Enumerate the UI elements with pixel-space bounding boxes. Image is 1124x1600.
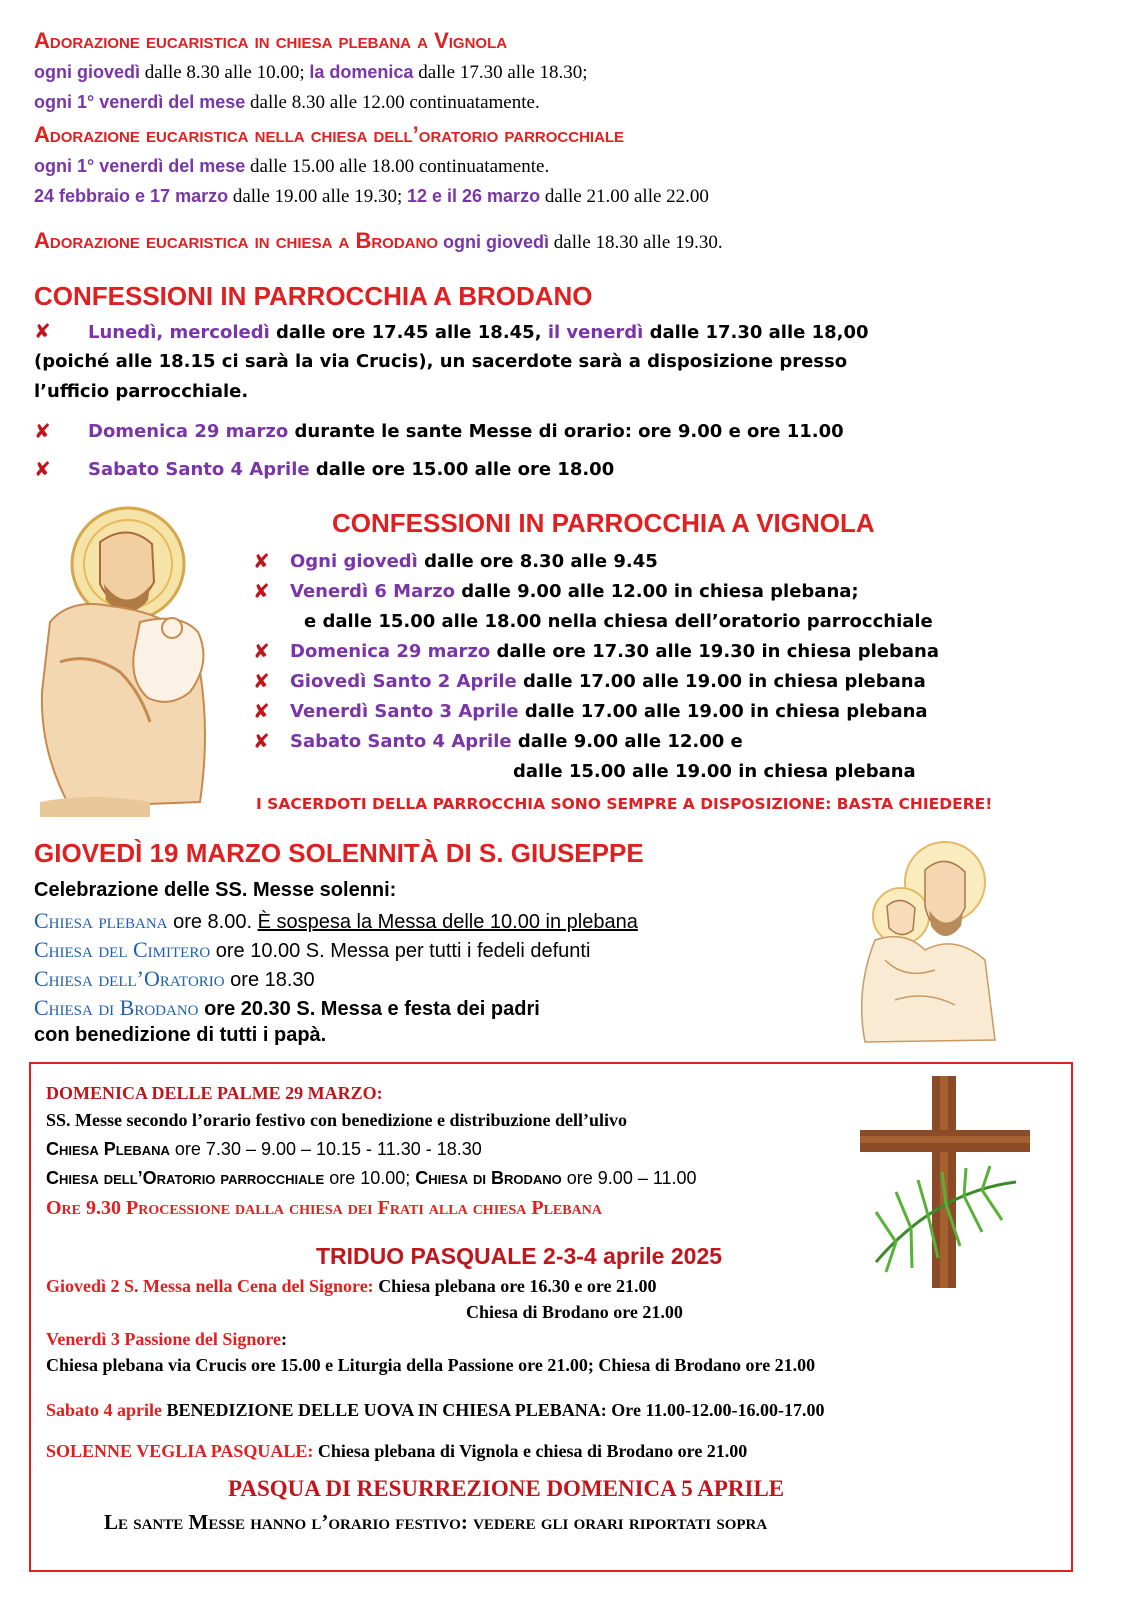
conf-vignola-note: I SACERDOTI DELLA PARROCCHIA SONO SEMPRE A DISPOSIZIONE: BASTA CHIEDERE!	[256, 795, 993, 813]
cross-mark-icon: ✘	[253, 729, 270, 753]
conf-vignola-item5: Venerdì Santo 3 Aprile dalle 17.00 alle 19.00 in chiesa plebana	[290, 701, 928, 722]
saint-joseph-illustration	[845, 830, 1005, 1050]
palme-line2: Chiesa Plebana ore 7.30 – 9.00 – 10.15 - 11.30 - 18.30	[46, 1139, 482, 1159]
cross-mark-icon: ✘	[253, 639, 270, 663]
conf-vignola-item6: Sabato Santo 4 Aprile dalle 9.00 alle 12.00 e	[290, 731, 743, 752]
good-shepherd-illustration	[30, 502, 260, 822]
palme-title: DOMENICA DELLE PALME 29 MARZO:	[46, 1083, 383, 1103]
triduo-sabato: Sabato 4 aprile BENEDIZIONE DELLE UOVA IN CHIESA PLEBANA: Ore 11.00-12.00-16.00-17.00	[46, 1400, 825, 1420]
conf-vignola-item3: Domenica 29 marzo dalle ore 17.30 alle 19.30 in chiesa plebana	[290, 641, 939, 662]
adorazione-vignola-line1: ogni giovedì dalle 8.30 alle 10.00; la domenica dalle 17.30 alle 18.30;	[34, 62, 588, 83]
giuseppe-line3: Chiesa dell’Oratorio ore 18.30	[34, 966, 315, 991]
triduo-giovedi-cont: Chiesa di Brodano ore 21.00	[466, 1302, 683, 1322]
palme-line1: SS. Messe secondo l’orario festivo con benedizione e distribuzione dell’ulivo	[46, 1110, 627, 1130]
conf-vignola-item1: Ogni giovedì dalle ore 8.30 alle 9.45	[290, 551, 658, 572]
triduo-giovedi: Giovedì 2 S. Messa nella Cena del Signore: Chiesa plebana ore 16.30 e ore 21.00	[46, 1276, 657, 1296]
giuseppe-line4: Chiesa di Brodano ore 20.30 S. Messa e festa dei padri	[34, 995, 540, 1020]
palme-processione: Ore 9.30 Processione dalla chiesa dei Frati alla chiesa Plebana	[46, 1197, 602, 1219]
footer-note: Le sante Messe hanno l’orario festivo: vedere gli orari riportati sopra	[104, 1510, 768, 1534]
triduo-venerdi: Venerdì 3 Passione del Signore:	[46, 1329, 288, 1349]
adorazione-vignola-title: Adorazione eucaristica in chiesa plebana a Vignola	[34, 28, 508, 53]
conf-brodano-item1: Lunedì, mercoledì dalle ore 17.45 alle 18.45, il venerdì dalle 17.30 alle 18,00	[88, 322, 869, 343]
palme-line3: Chiesa dell’Oratorio parrocchiale ore 10.00; Chiesa di Brodano ore 9.00 – 11.00	[46, 1168, 697, 1188]
confessioni-vignola-title: CONFESSIONI IN PARROCCHIA A VIGNOLA	[332, 508, 875, 538]
cross-mark-icon: ✘	[253, 579, 270, 603]
pasqua-title: PASQUA DI RESURREZIONE DOMENICA 5 APRILE	[228, 1476, 785, 1501]
adorazione-brodano-line: Adorazione eucaristica in chiesa a Brodano ogni giovedì dalle 18.30 alle 19.30.	[34, 228, 723, 253]
conf-brodano-item3: Sabato Santo 4 Aprile dalle ore 15.00 alle ore 18.00	[88, 459, 615, 480]
triduo-veglia: SOLENNE VEGLIA PASQUALE: Chiesa plebana di Vignola e chiesa di Brodano ore 21.00	[46, 1441, 748, 1461]
conf-vignola-item4: Giovedì Santo 2 Aprile dalle 17.00 alle 19.00 in chiesa plebana	[290, 671, 926, 692]
giuseppe-title: GIOVEDÌ 19 MARZO SOLENNITÀ DI S. GIUSEPPE	[34, 838, 644, 868]
adorazione-oratorio-title: Adorazione eucaristica nella chiesa dell’oratorio parrocchiale	[34, 122, 625, 147]
triduo-venerdi-cont: Chiesa plebana via Crucis ore 15.00 e Liturgia della Passione ore 21.00; Chiesa di Brodano ore 21.00	[46, 1355, 816, 1375]
cross-palm-illustration	[856, 1072, 1056, 1292]
conf-vignola-item2-cont: e dalle 15.00 alle 18.00 nella chiesa dell’oratorio parrocchiale	[304, 611, 933, 632]
conf-vignola-item6-cont: dalle 15.00 alle 19.00 in chiesa plebana	[513, 761, 916, 782]
adorazione-oratorio-line2: 24 febbraio e 17 marzo dalle 19.00 alle 19.30; 12 e il 26 marzo dalle 21.00 alle 22.00	[34, 186, 709, 207]
cross-mark-icon: ✘	[253, 699, 270, 723]
conf-vignola-item2: Venerdì 6 Marzo dalle 9.00 alle 12.00 in chiesa plebana;	[290, 581, 859, 602]
giuseppe-line2: Chiesa del Cimitero ore 10.00 S. Messa per tutti i fedeli defunti	[34, 937, 591, 962]
cross-mark-icon: ✘	[34, 319, 51, 343]
conf-brodano-item1-cont2: l’ufficio parrocchiale.	[34, 381, 249, 402]
conf-brodano-item2: Domenica 29 marzo durante le sante Messe di orario: ore 9.00 e ore 11.00	[88, 421, 844, 442]
giuseppe-subtitle: Celebrazione delle SS. Messe solenni:	[34, 879, 397, 901]
adorazione-oratorio-line1: ogni 1° venerdì del mese dalle 15.00 alle 18.00 continuatamente.	[34, 156, 550, 177]
confessioni-brodano-title: CONFESSIONI IN PARROCCHIA A BRODANO	[34, 281, 593, 311]
triduo-title: TRIDUO PASQUALE 2-3-4 aprile 2025	[316, 1243, 723, 1269]
giuseppe-line5: con benedizione di tutti i papà.	[34, 1024, 327, 1046]
giuseppe-line1: Chiesa plebana ore 8.00. È sospesa la Messa delle 10.00 in plebana	[34, 908, 638, 933]
cross-mark-icon: ✘	[34, 419, 51, 443]
cross-mark-icon: ✘	[253, 669, 270, 693]
adorazione-vignola-line2: ogni 1° venerdì del mese dalle 8.30 alle 12.00 continuatamente.	[34, 92, 540, 113]
conf-brodano-item1-cont: (poiché alle 18.15 ci sarà la via Crucis), un sacerdote sarà a disposizione presso	[34, 351, 848, 372]
cross-mark-icon: ✘	[253, 549, 270, 573]
cross-mark-icon: ✘	[34, 457, 51, 481]
